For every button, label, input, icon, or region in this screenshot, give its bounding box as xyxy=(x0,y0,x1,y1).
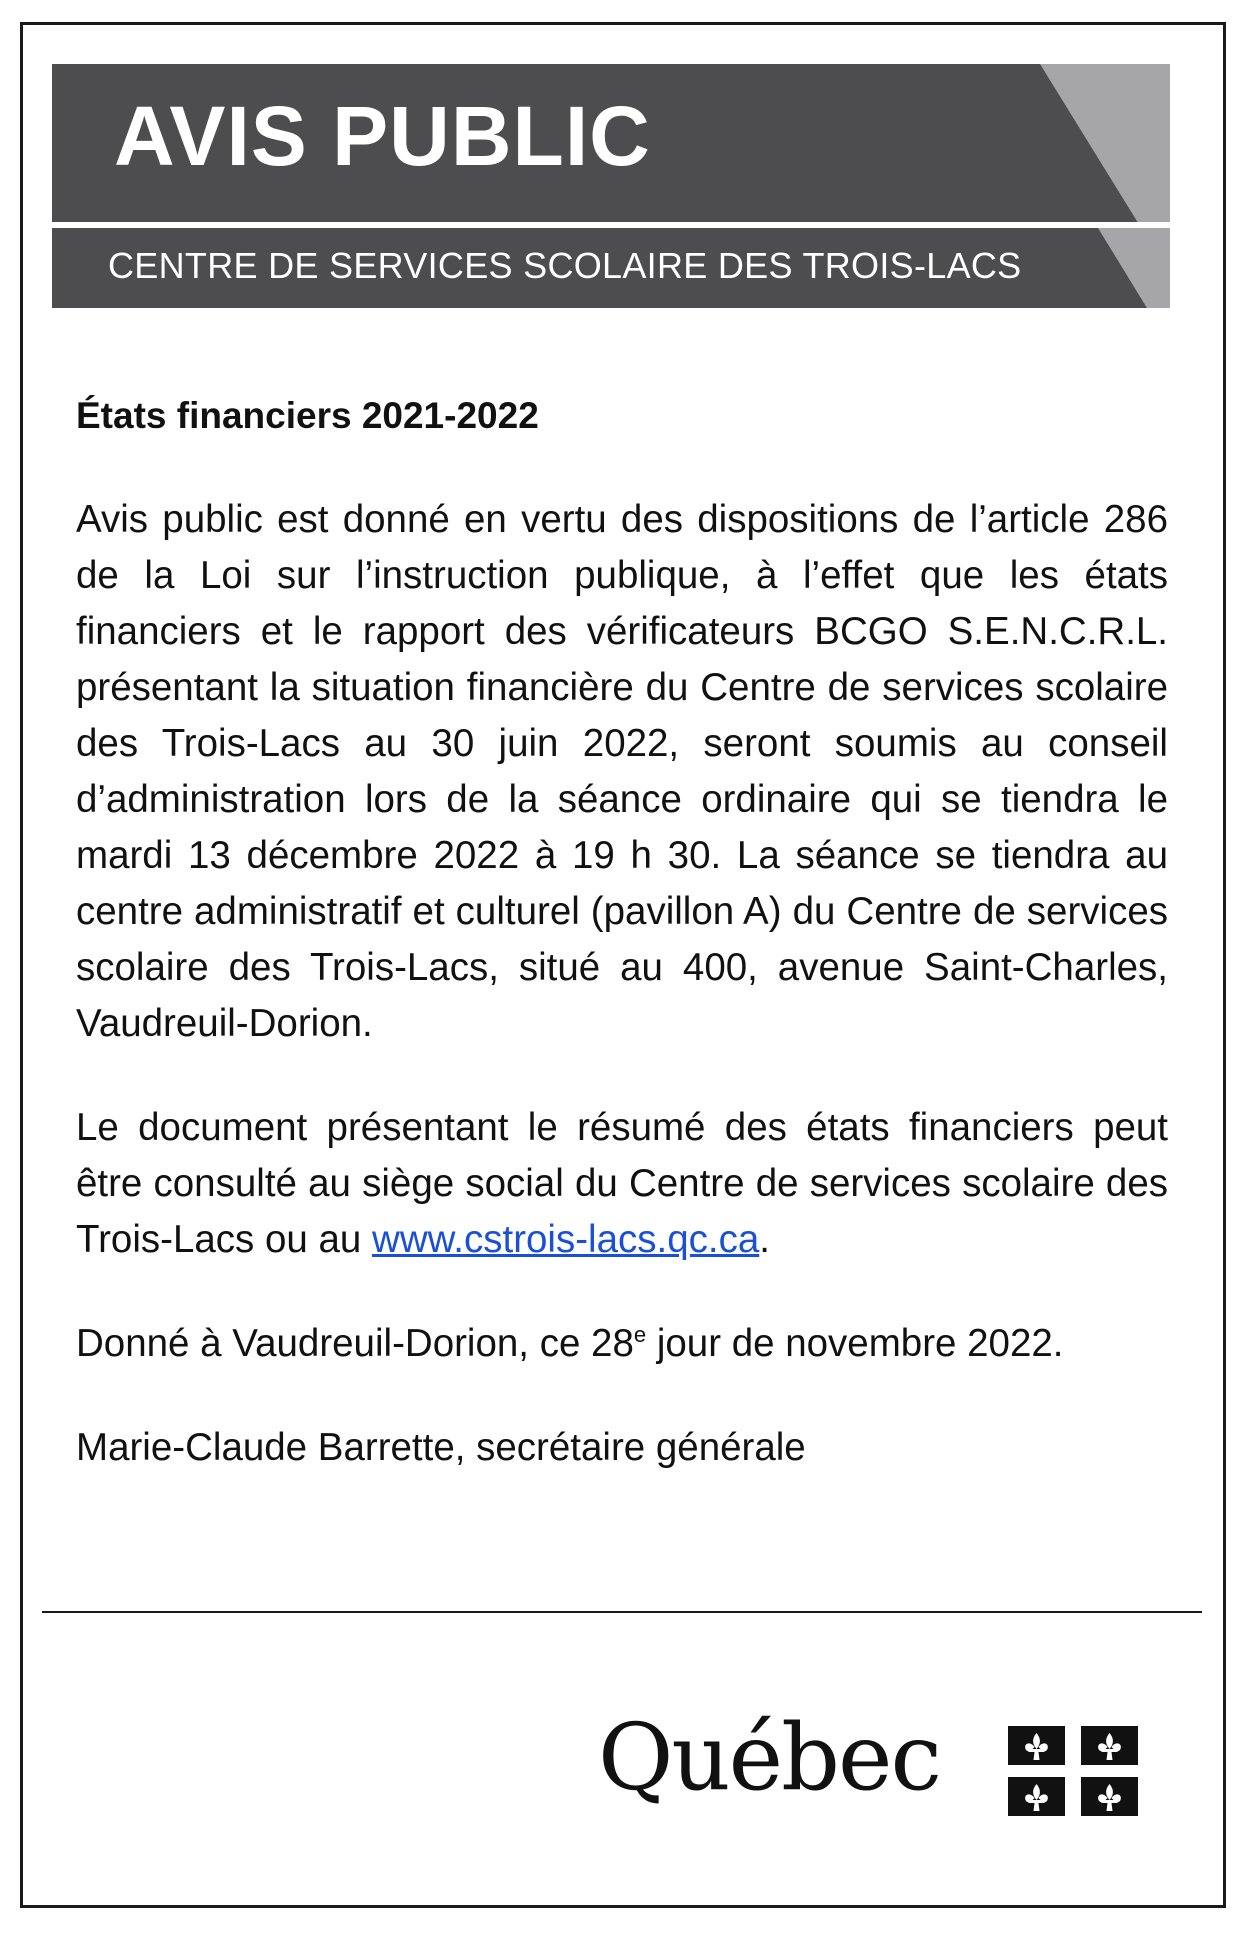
subtitle-banner xyxy=(52,228,1170,308)
date-text-end: jour de novembre 2022. xyxy=(646,1322,1064,1365)
notice-body xyxy=(76,388,1168,1524)
page-title: AVIS PUBLIC xyxy=(114,89,651,183)
fleur-de-lis-flag-icon xyxy=(1008,1726,1138,1816)
banner-accent-stripe xyxy=(1040,64,1170,222)
notice-paragraph-2 xyxy=(76,1100,1168,1268)
quebec-wordmark: Québec xyxy=(598,1704,940,1811)
paragraph-2-text: Le document présentant le résumé des états financiers peut être consulté au siège social du Centre de services scolaire des Trois-Lacs ou au xyxy=(76,1106,1168,1261)
notice-date xyxy=(76,1316,1168,1372)
notice-heading: États financiers 2021-2022 xyxy=(76,395,539,436)
paragraph-2-end: . xyxy=(759,1218,770,1261)
website-link[interactable]: www.cstrois-lacs.qc.ca xyxy=(372,1218,760,1261)
notice-paragraph-1: Avis public est donné en vertu des dispositions de l’article 286 de la Loi sur l’instruction publique, à l’effet que les états financiers et le rapport des vérificateurs BCGO S.E.N.C.R.L. présentant la situation financière du Centre de services scolaire des Trois-Lacs au 30 juin 2022, seront soumis au conseil d’administration lors de la séance ordinaire qui se tiendra le mardi 13 décembre 2022 à 19 h 30. La séance se tiendra au centre administratif et culturel (pavillon A) du Centre de services scolaire des Trois-Lacs, situé au 400, avenue Saint-Charles, Vaudreuil-Dorion. xyxy=(76,498,1168,1045)
signature: Marie-Claude Barrette, secrétaire générale xyxy=(76,1426,806,1469)
subtitle-accent-stripe xyxy=(1098,228,1170,308)
title-banner xyxy=(52,64,1170,222)
footer-divider xyxy=(42,1611,1202,1613)
date-ordinal: e xyxy=(633,1322,647,1347)
date-text: Donné à Vaudreuil-Dorion, ce 28 xyxy=(76,1322,634,1365)
organization-name: CENTRE DE SERVICES SCOLAIRE DES TROIS-LACS xyxy=(108,245,1022,286)
